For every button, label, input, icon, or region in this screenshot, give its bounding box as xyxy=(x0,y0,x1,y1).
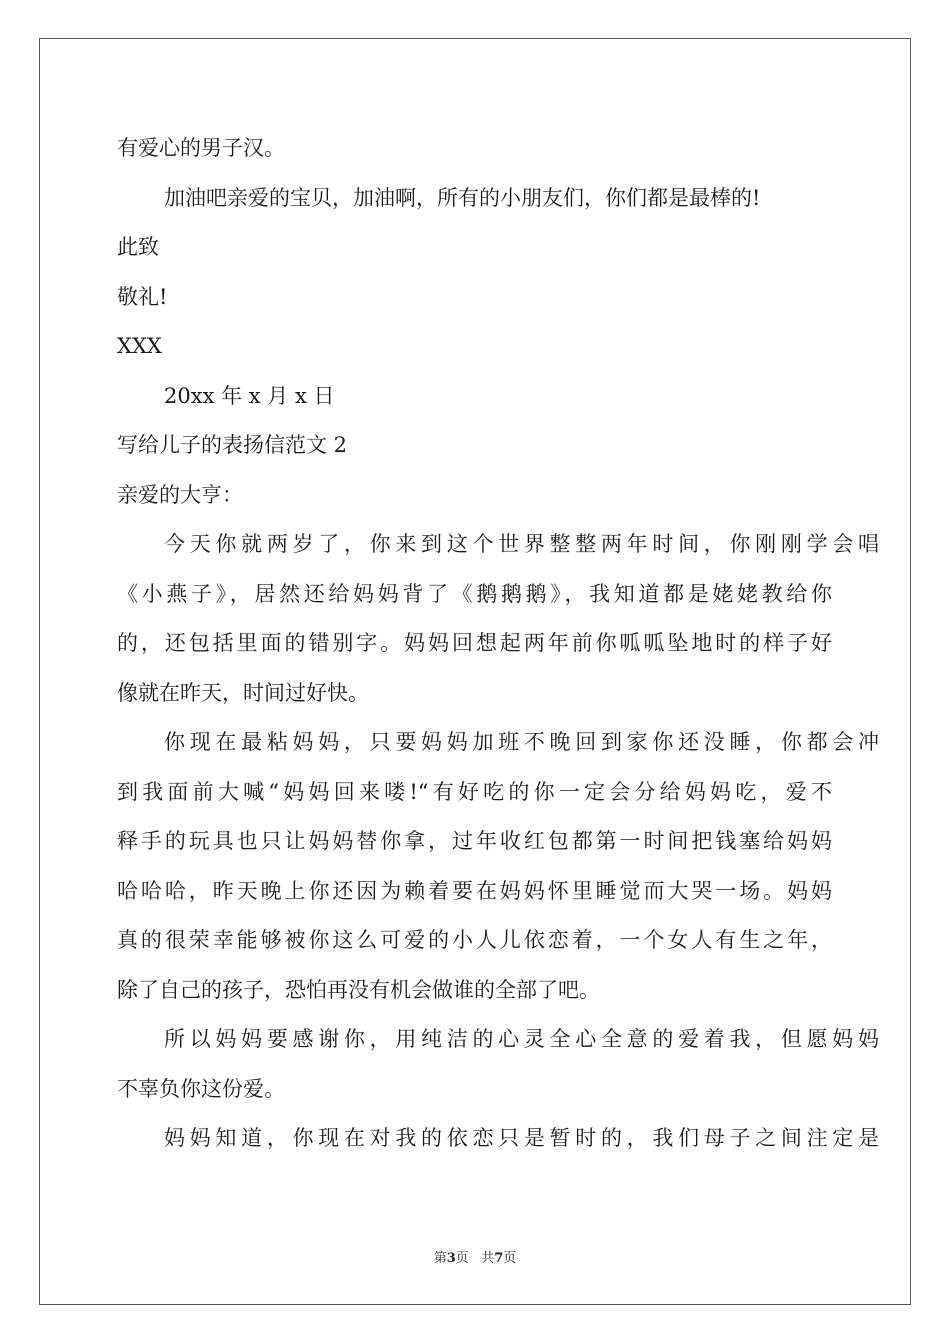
greeting: 亲爱的大亨： xyxy=(117,482,243,507)
text-line: 你现在最粘妈妈，只要妈妈加班不晚回到家你还没睡，你都会冲 xyxy=(164,730,879,754)
date-line: 20xx 年 x 月 x 日 xyxy=(164,383,335,408)
text-line: 到我面前大喊“妈妈回来喽!“有好吃的你一定会分给妈妈吃，爱不 xyxy=(117,779,832,804)
total-prefix: 共 xyxy=(481,1251,495,1266)
text-line: 不辜负你这份爱。 xyxy=(117,1076,285,1101)
text-line: 像就在昨天，时间过好快。 xyxy=(117,680,369,705)
section-title: 写给儿子的表扬信范文 2 xyxy=(117,433,348,457)
text-line: 真的很荣幸能够被你这么可爱的小人儿依恋着，一个女人有生之年， xyxy=(117,928,832,952)
page-footer xyxy=(0,1247,950,1266)
text-line: 所以妈妈要感谢你，用纯洁的心灵全心全意的爱着我，但愿妈妈 xyxy=(164,1027,879,1051)
text-line: 有爱心的男子汉。 xyxy=(117,136,285,160)
text-line: 今天你就两岁了，你来到这个世界整整两年时间，你刚刚学会唱 xyxy=(164,532,879,556)
text-line: 的，还包括里面的错别字。妈妈回想起两年前你呱呱坠地时的样子好 xyxy=(117,631,832,655)
page-prefix: 第 xyxy=(433,1251,447,1266)
page-number: 3 xyxy=(446,1251,456,1266)
text-line: 妈妈知道，你现在对我的依恋只是暂时的，我们母子之间注定是 xyxy=(164,1126,879,1150)
text-line: 加油吧亲爱的宝贝，加油啊，所有的小朋友们，你们都是最棒的! xyxy=(164,185,761,210)
closing-regards: 敬礼! xyxy=(117,284,168,309)
text-line: 《小燕子》，居然还给妈妈背了《鹅鹅鹅》，我知道都是姥姥教给你 xyxy=(117,581,832,606)
total-pages: 7 xyxy=(494,1251,504,1266)
text-line: 除了自己的孩子，恐怕再没有机会做谁的全部了吧。 xyxy=(117,977,600,1002)
document-body xyxy=(117,124,879,1164)
text-line: 释手的玩具也只让妈妈替你拿，过年收红包都第一时间把钱塞给妈妈 xyxy=(117,829,832,853)
salutation-closing: 此致 xyxy=(117,235,159,259)
signature: XXX xyxy=(117,334,162,358)
total-suffix: 页 xyxy=(503,1251,517,1266)
text-line: 哈哈哈，昨天晚上你还因为赖着要在妈妈怀里睡觉而大哭一场。妈妈 xyxy=(117,878,832,903)
page-suffix: 页 xyxy=(455,1251,469,1266)
